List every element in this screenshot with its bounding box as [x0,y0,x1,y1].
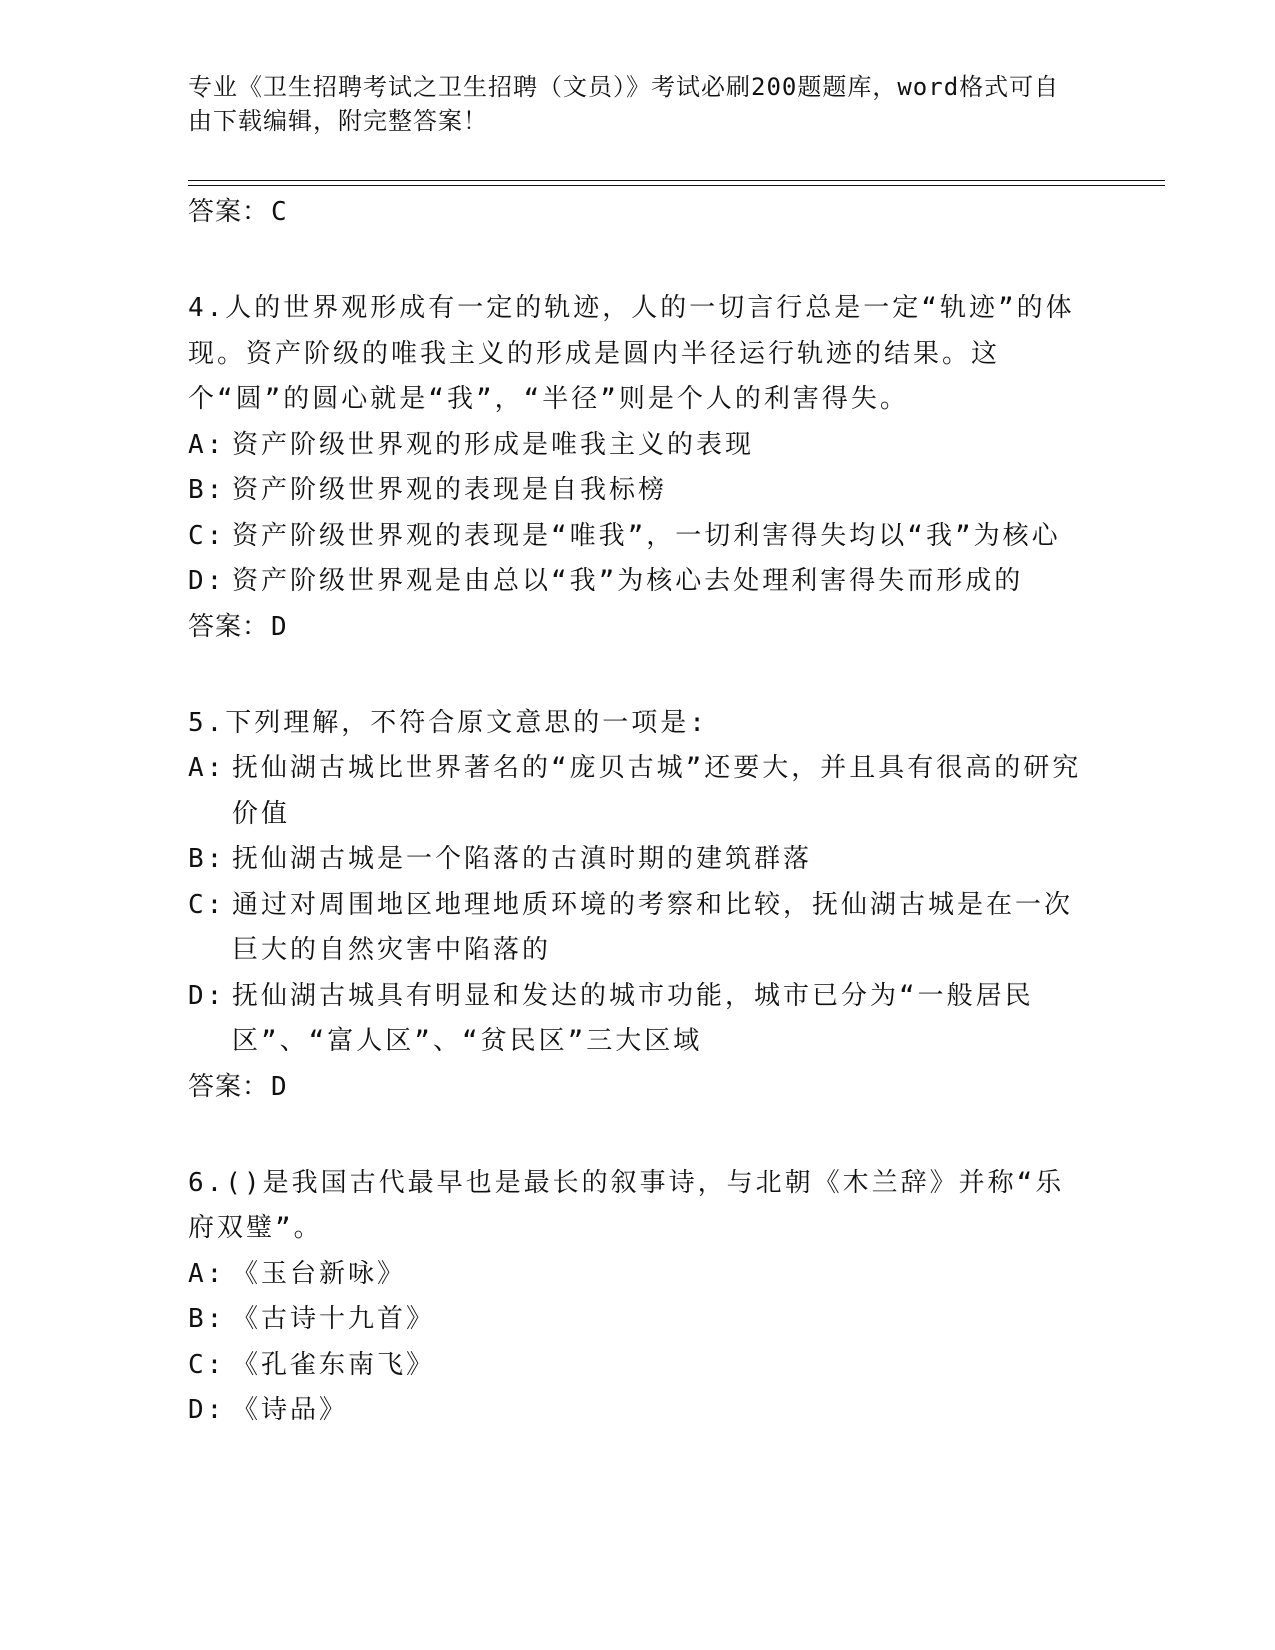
option-text: 《古诗十九首》 [232,1304,436,1334]
answer-line [188,1065,1088,1109]
option-text: 抚仙湖古城比世界著名的“庞贝古城”还要大，并且具有很高的研究价值 [232,753,1082,829]
answer-value: C [271,197,287,227]
option-text: 《玉台新咏》 [232,1258,407,1289]
option-key: A: [188,1258,226,1289]
option-b [188,837,1088,883]
option-key: D: [188,566,226,596]
option-text: 抚仙湖古城具有明显和发达的城市功能，城市已分为“一般居民区”、“富人区”、“贫民区”三大区域 [232,980,1034,1056]
option-d [188,974,1088,1065]
option-a [188,1252,1088,1298]
question-block-4 [188,286,1088,649]
option-text: 《诗品》 [232,1395,349,1425]
answer-line [188,605,1088,649]
option-key: D: [188,980,226,1011]
option-key: A: [188,753,226,783]
answer-label: 答案： [188,611,270,642]
option-c [188,883,1088,974]
question-stem: 4.人的世界观形成有一定的轨迹，人的一切言行总是一定“轨迹”的体现。资产阶级的唯我主义的形成是圆内半径运行轨迹的结果。这个“圆”的圆心就是“我”，“半径”则是个人的利害得失。 [188,293,1075,414]
option-key: B: [188,1304,226,1334]
option-key: D: [188,1395,226,1425]
option-text: 《孔雀东南飞》 [232,1349,436,1380]
header-rule-top [188,180,1165,181]
option-key: B: [188,475,226,505]
question-stem: 5.下列理解，不符合原文意思的一项是: [188,707,708,738]
option-b [188,1297,1088,1343]
option-text: 资产阶级世界观是由总以“我”为核心去处理利害得失而形成的 [232,566,1024,596]
option-text: 资产阶级世界观的表现是“唯我”，一切利害得失均以“我”为核心 [232,520,1061,551]
option-text: 抚仙湖古城是一个陷落的古滇时期的建筑群落 [232,844,813,874]
option-text: 资产阶级世界观的表现是自我标榜 [232,475,668,505]
option-b [188,468,1088,514]
document-body [188,190,1088,1434]
answer-value: D [271,611,287,642]
option-key: C: [188,1349,226,1380]
option-d [188,1388,1088,1434]
answer-value: D [271,1071,287,1102]
option-a [188,423,1088,469]
header-rule-bottom [188,185,1165,186]
option-c [188,514,1088,560]
answer-line [188,190,1088,234]
question-stem: 6.()是我国古代最早也是最长的叙事诗，与北朝《木兰辞》并称“乐府双璧”。 [188,1167,1065,1243]
option-d [188,559,1088,605]
question-block-5 [188,701,1088,1109]
question-block-6 [188,1161,1088,1434]
option-key: B: [188,844,226,874]
answer-label: 答案： [188,1071,270,1102]
option-key: A: [188,429,226,460]
option-text: 资产阶级世界观的形成是唯我主义的表现 [232,429,755,460]
document-header: 专业《卫生招聘考试之卫生招聘（文员）》考试必刷200题题库，word格式可自由下载编辑，附完整答案！ [188,73,1060,135]
option-text: 通过对周围地区地理地质环境的考察和比较，抚仙湖古城是在一次巨大的自然灾害中陷落的 [232,889,1074,965]
option-key: C: [188,520,226,551]
option-a [188,746,1088,837]
answer-label: 答案： [188,197,270,227]
option-c [188,1343,1088,1389]
option-key: C: [188,889,226,920]
